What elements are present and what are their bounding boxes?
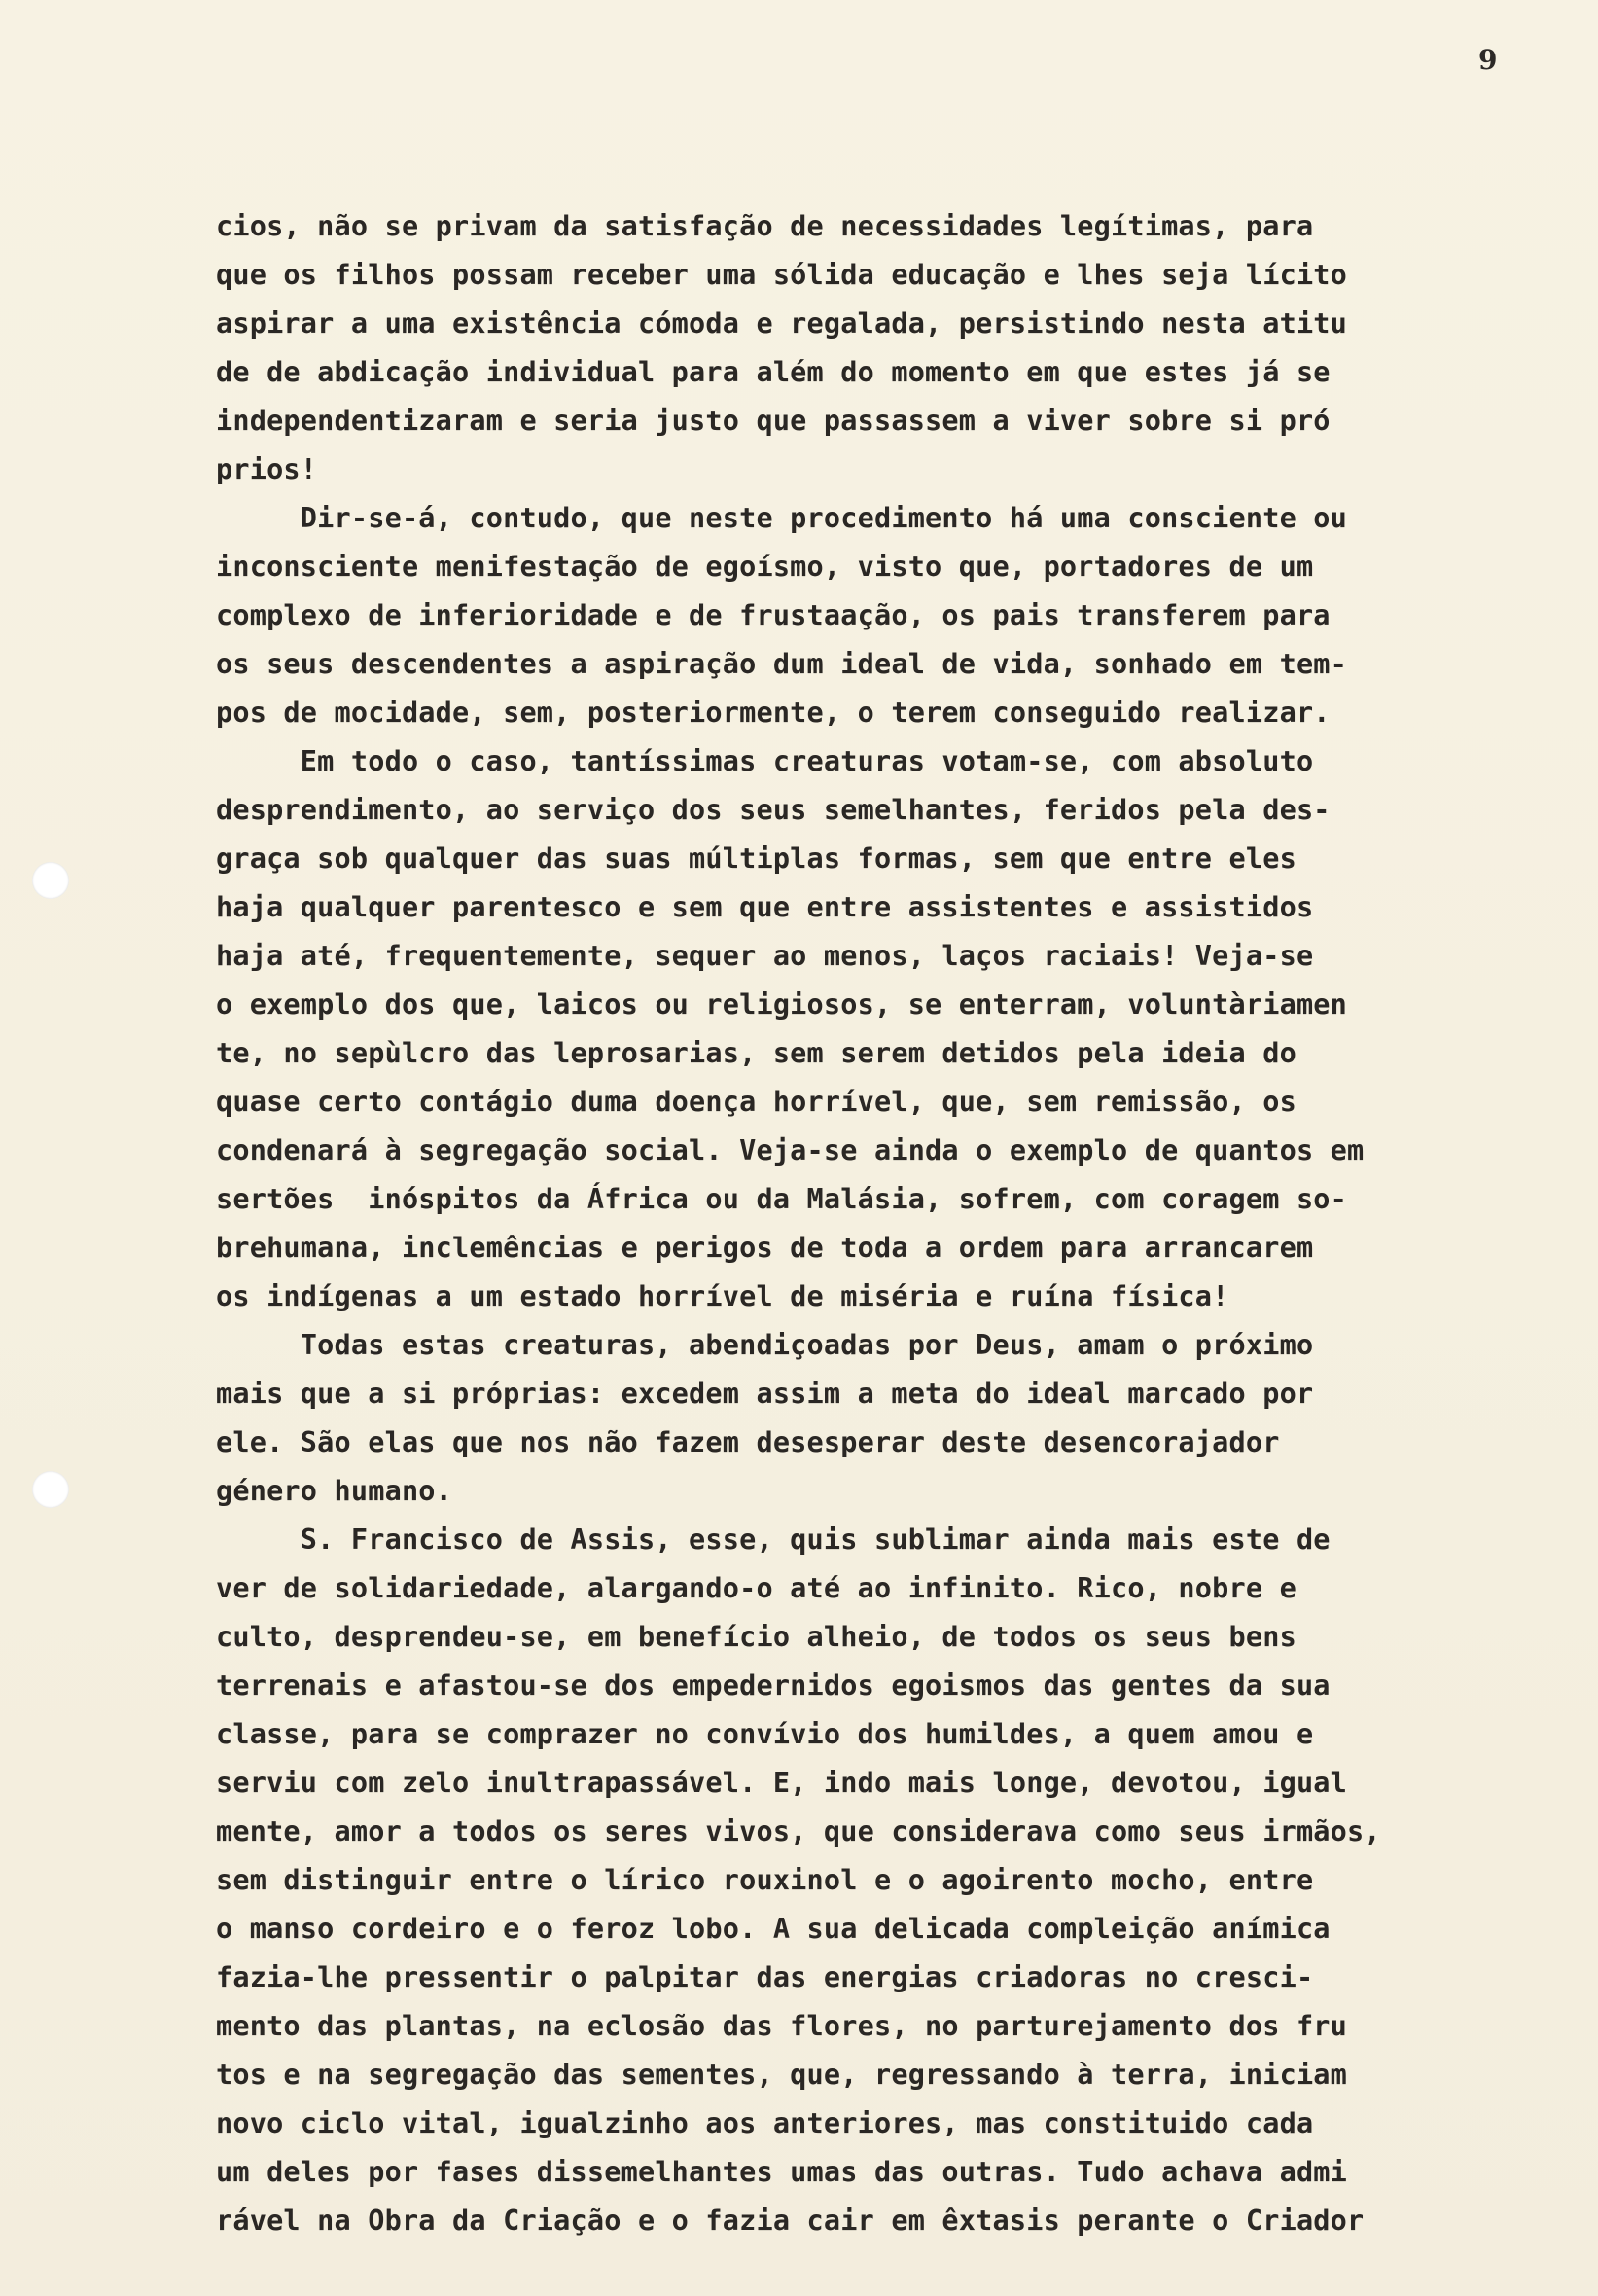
text-line: aspirar a uma existência cómoda e regalada, persistindo nesta atitu [216,307,1348,340]
text-line: fazia-lhe pressentir o palpitar das energias criadoras no cresci- [216,1961,1314,1993]
body-text [216,202,1539,2245]
text-line: condenará à segregação social. Veja-se ainda o exemplo de quantos em [216,1134,1365,1166]
text-line: pos de mocidade, sem, posteriormente, o terem conseguido realizar. [216,697,1331,729]
text-line: desprendimento, ao serviço dos seus semelhantes, feridos pela des- [216,794,1331,826]
text-line: graça sob qualquer das suas múltiplas formas, sem que entre eles [216,843,1296,875]
text-line: Todas estas creaturas, abendiçoadas por Deus, amam o próximo [216,1329,1314,1361]
punch-hole [32,1471,69,1508]
text-line: ele. São elas que nos não fazem desesperar deste desencorajador [216,1426,1280,1458]
text-line: o manso cordeiro e o feroz lobo. A sua delicada compleição anímica [216,1913,1331,1945]
text-line: inconsciente menifestação de egoísmo, visto que, portadores de um [216,551,1314,583]
text-line: haja até, frequentemente, sequer ao menos, laços raciais! Veja-se [216,940,1314,972]
text-line: haja qualquer parentesco e sem que entre assistentes e assistidos [216,891,1314,923]
text-line: novo ciclo vital, igualzinho aos anteriores, mas constituido cada [216,2107,1314,2139]
text-line: Em todo o caso, tantíssimas creaturas votam-se, com absoluto [216,745,1314,777]
text-line: complexo de inferioridade e de frustaação, os pais transferem para [216,599,1331,631]
text-line: os seus descendentes a aspiração dum ideal de vida, sonhado em tem- [216,648,1348,680]
text-line: brehumana, inclemências e perigos de toda a ordem para arrancarem [216,1232,1314,1264]
text-line: ver de solidariedade, alargando-o até ao infinito. Rico, nobre e [216,1572,1296,1604]
text-line: um deles por fases dissemelhantes umas das outras. Tudo achava admi [216,2156,1348,2188]
punch-hole [32,862,69,899]
page-number: 9 [1478,44,1498,76]
text-line: classe, para se comprazer no convívio dos humildes, a quem amou e [216,1718,1314,1750]
text-line: sertões inóspitos da África ou da Malásia, sofrem, com coragem so- [216,1183,1348,1215]
text-line: cios, não se privam da satisfação de necessidades legítimas, para [216,210,1314,242]
text-line: independentizaram e seria justo que passassem a viver sobre si pró [216,405,1331,437]
text-line: mento das plantas, na eclosão das flores, no parturejamento dos fru [216,2010,1348,2042]
text-line: os indígenas a um estado horrível de miséria e ruína física! [216,1280,1229,1312]
text-line: de de abdicação individual para além do momento em que estes já se [216,356,1331,388]
text-line: terrenais e afastou-se dos empedernidos egoismos das gentes da sua [216,1669,1331,1702]
text-line: o exemplo dos que, laicos ou religiosos, se enterram, voluntàriamen [216,988,1348,1021]
text-line: prios! [216,453,318,485]
text-line: sem distinguir entre o lírico rouxinol e o agoirento mocho, entre [216,1864,1314,1896]
text-line: Dir-se-á, contudo, que neste procedimento há uma consciente ou [216,502,1348,534]
text-line: rável na Obra da Criação e o fazia cair em êxtasis perante o Criador [216,2205,1365,2237]
text-line: serviu com zelo inultrapassável. E, indo mais longe, devotou, igual [216,1767,1348,1799]
text-line: S. Francisco de Assis, esse, quis sublimar ainda mais este de [216,1524,1331,1556]
text-line: quase certo contágio duma doença horrível, que, sem remissão, os [216,1086,1296,1118]
text-line: que os filhos possam receber uma sólida educação e lhes seja lícito [216,259,1348,291]
text-line: te, no sepùlcro das leprosarias, sem serem detidos pela ideia do [216,1037,1296,1069]
text-line: género humano. [216,1475,453,1507]
text-line: mais que a si próprias: excedem assim a meta do ideal marcado por [216,1378,1314,1410]
text-line: culto, desprendeu-se, em benefício alheio, de todos os seus bens [216,1621,1296,1653]
text-line: tos e na segregação das sementes, que, regressando à terra, iniciam [216,2059,1348,2091]
text-line: mente, amor a todos os seres vivos, que considerava como seus irmãos, [216,1815,1381,1848]
